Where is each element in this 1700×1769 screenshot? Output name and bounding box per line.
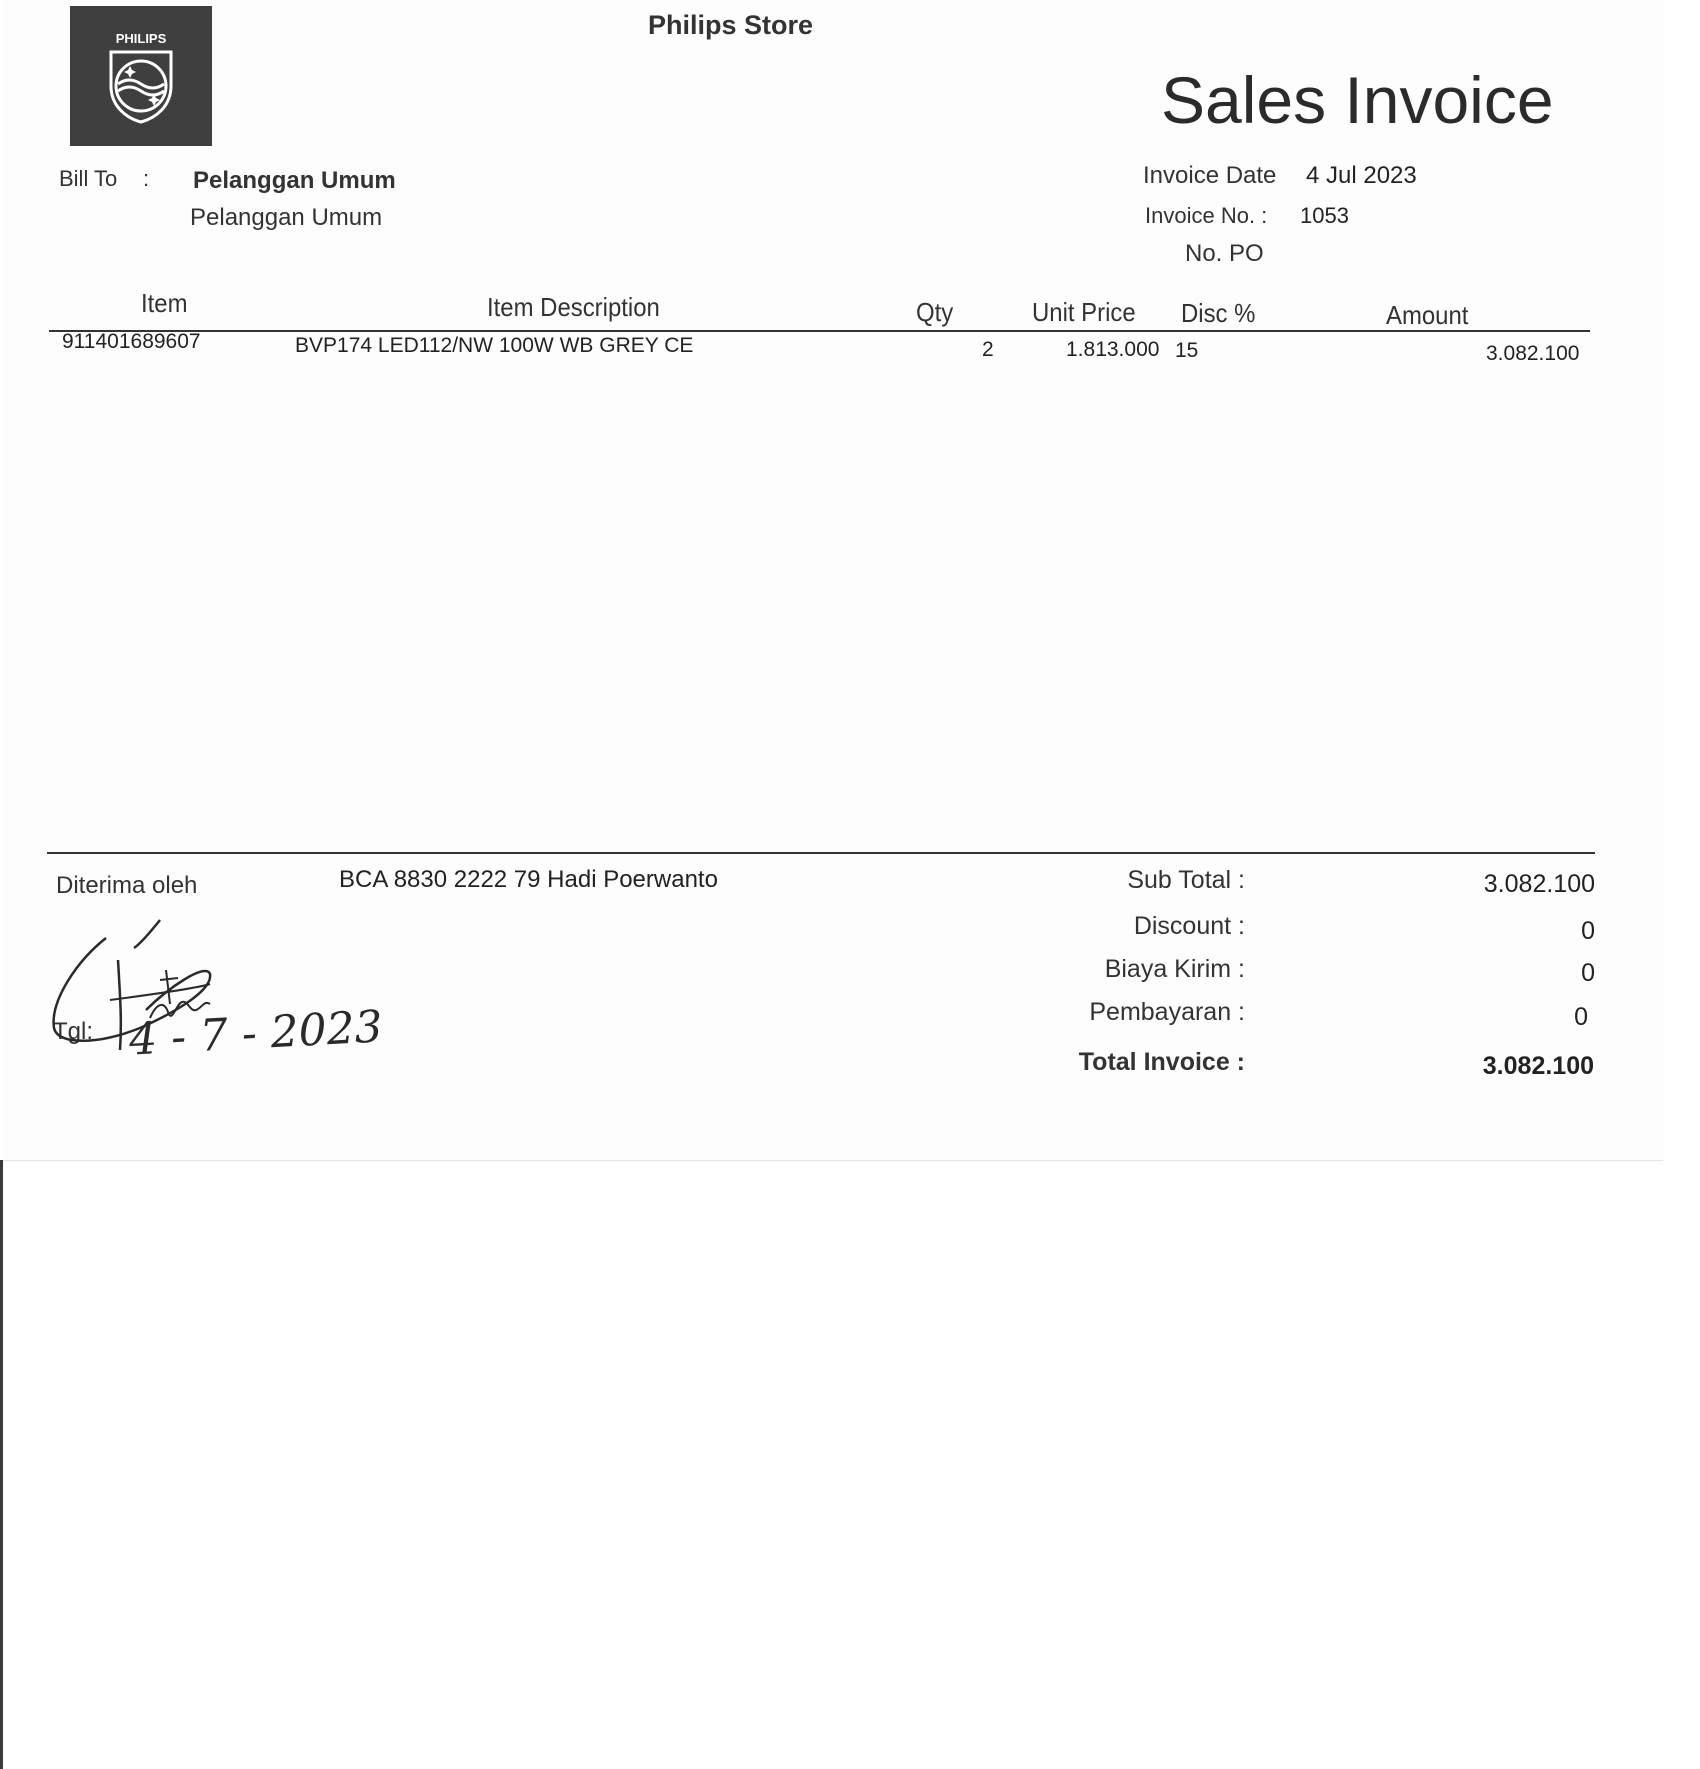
received-by-label: Diterima oleh bbox=[56, 872, 198, 899]
column-header-qty: Qty bbox=[916, 297, 954, 327]
bank-info: BCA 8830 2222 79 Hadi Poerwanto bbox=[339, 866, 718, 893]
payment-label: Pembayaran : bbox=[1089, 998, 1245, 1026]
bill-to-address: Pelanggan Umum bbox=[190, 204, 383, 231]
column-header-amount: Amount bbox=[1386, 300, 1469, 330]
row-amount: 3.082.100 bbox=[1486, 342, 1580, 365]
invoice-date-label: Invoice Date bbox=[1143, 162, 1277, 189]
column-header-unit-price: Unit Price bbox=[1032, 297, 1136, 327]
shipping-value: 0 bbox=[1581, 959, 1595, 987]
svg-text:PHILIPS: PHILIPS bbox=[115, 31, 167, 46]
invoice-page bbox=[3, 0, 1663, 1161]
scan-edge bbox=[0, 1160, 3, 1769]
shipping-label: Biaya Kirim : bbox=[1104, 955, 1245, 983]
column-header-description: Item Description bbox=[487, 292, 660, 322]
bill-to-label: Bill To bbox=[59, 166, 118, 191]
footer-rule bbox=[47, 852, 1595, 854]
po-number-label: No. PO bbox=[1185, 240, 1264, 267]
bill-to-colon: : bbox=[143, 166, 150, 191]
total-invoice-label: Total Invoice : bbox=[1078, 1048, 1245, 1076]
document-title: Sales Invoice bbox=[1161, 63, 1554, 137]
discount-label: Discount : bbox=[1133, 912, 1245, 940]
invoice-date-value: 4 Jul 2023 bbox=[1306, 162, 1417, 189]
store-name: Philips Store bbox=[648, 10, 814, 40]
total-invoice-value: 3.082.100 bbox=[1482, 1052, 1594, 1080]
date-label: Tgl: bbox=[53, 1018, 94, 1045]
philips-shield-icon bbox=[102, 28, 180, 124]
payment-value: 0 bbox=[1574, 1003, 1588, 1031]
row-disc: 15 bbox=[1175, 339, 1199, 362]
row-unit-price: 1.813.000 bbox=[1066, 338, 1160, 361]
column-header-disc: Disc % bbox=[1181, 298, 1256, 328]
bill-to-name: Pelanggan Umum bbox=[193, 167, 396, 194]
handwritten-date: 4 - 7 - 2023 bbox=[127, 1001, 384, 1066]
table-header-rule bbox=[49, 330, 1590, 332]
subtotal-value: 3.082.100 bbox=[1483, 870, 1595, 898]
philips-logo bbox=[70, 6, 212, 146]
row-qty: 2 bbox=[982, 338, 994, 361]
subtotal-label: Sub Total : bbox=[1127, 866, 1245, 894]
column-header-item: Item bbox=[141, 288, 188, 318]
discount-value: 0 bbox=[1581, 917, 1595, 945]
invoice-number-label: Invoice No. : bbox=[1145, 203, 1268, 228]
row-item-code: 911401689607 bbox=[62, 330, 201, 353]
row-description: BVP174 LED112/NW 100W WB GREY CE bbox=[295, 334, 694, 357]
invoice-number-value: 1053 bbox=[1300, 203, 1349, 228]
